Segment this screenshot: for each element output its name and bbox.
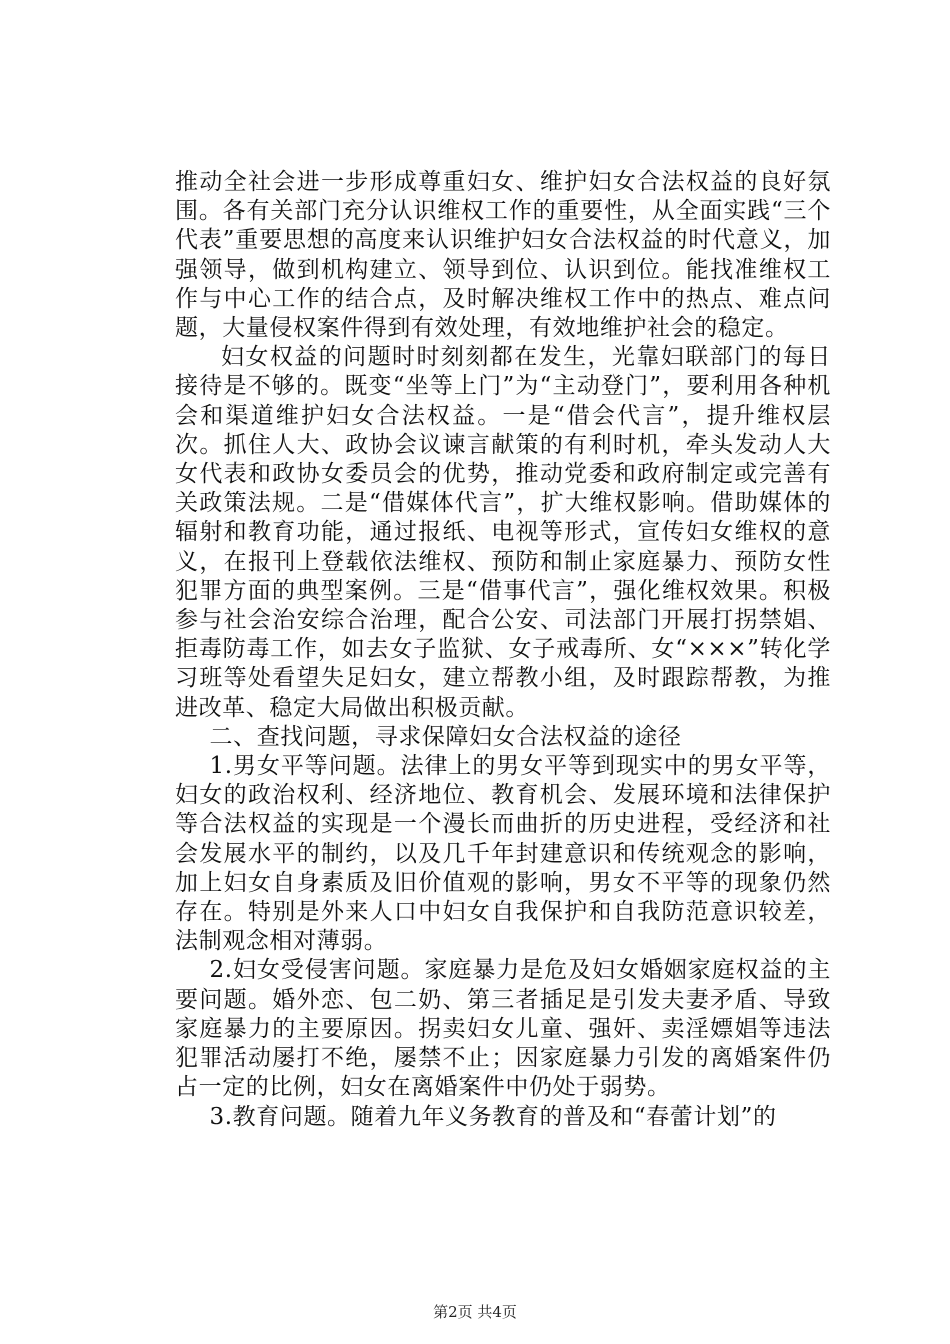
paragraph-continuation: 推动全社会进一步形成尊重妇女、维护妇女合法权益的良好氛围。各有关部门充分认识维权工作的重要性，从全面实践“三个代表”重要思想的高度来认识维护妇女合法权益的时代意义，加强领导，做到机构建立、领导到位、认识到位。能找准维权工作与中心工作的结合点，及时解决维权工作中的热点、难点问题，大量侵权案件得到有效处理，有效地维护社会的稳定。 (175, 169, 831, 342)
paragraph-gender-equality: 1.男女平等问题。法律上的男女平等到现实中的男女平等，妇女的政治权利、经济地位、教育机会、发展环境和法律保护等合法权益的实现是一个漫长而曲折的历史进程，受经济和社会发展水平的制约，以及几千年封建意识和传统观念的影响，加上妇女自身素质及旧价值观的影响，男女不平等的现象仍然存在。特别是外来人口中妇女自我保护和自我防范意识较差，法制观念相对薄弱。 (175, 753, 831, 955)
paragraph-violence: 2.妇女受侵害问题。家庭暴力是危及妇女婚姻家庭权益的主要问题。婚外恋、包二奶、第三者插足是引发夫妻矛盾、导致家庭暴力的主要原因。拐卖妇女儿童、强奸、卖淫嫖娼等违法犯罪活动屡打不绝，屡禁不止；因家庭暴力引发的离婚案件仍占一定的比例，妇女在离婚案件中仍处于弱势。 (175, 957, 831, 1101)
document-body (175, 168, 831, 1132)
page-footer: 第2页 共4页 (433, 1303, 517, 1321)
section-heading: 二、查找问题，寻求保障妇女合法权益的途径 (209, 723, 682, 750)
paragraph-education: 3.教育问题。随着九年义务教育的普及和“春蕾计划”的 (209, 1103, 777, 1130)
paragraph-womens-rights: 妇女权益的问题时时刻刻都在发生，光靠妇联部门的每日接待是不够的。既变“坐等上门”为“主动登门”，要利用各种机会和渠道维护妇女合法权益。一是“借会代言”，提升维权层次。抓住人大、政协会议谏言献策的有利时机，牵头发动人大女代表和政协女委员会的优势，推动党委和政府制定或完善有关政策法规。二是“借媒体代言”，扩大维权影响。借助媒体的辐射和教育功能，通过报纸、电视等形式，宣传妇女维权的意义，在报刊上登载依法维权、预防和制止家庭暴力、预防女性犯罪方面的典型案例。三是“借事代言”，强化维权效果。积极参与社会治安综合治理，配合公安、司法部门开展打拐禁娼、拒毒防毒工作，如去女子监狱、女子戒毒所、女“×××”转化学习班等处看望失足妇女，建立帮教小组，及时跟踪帮教，为推进改革、稳定大局做出积极贡献。 (175, 344, 831, 721)
